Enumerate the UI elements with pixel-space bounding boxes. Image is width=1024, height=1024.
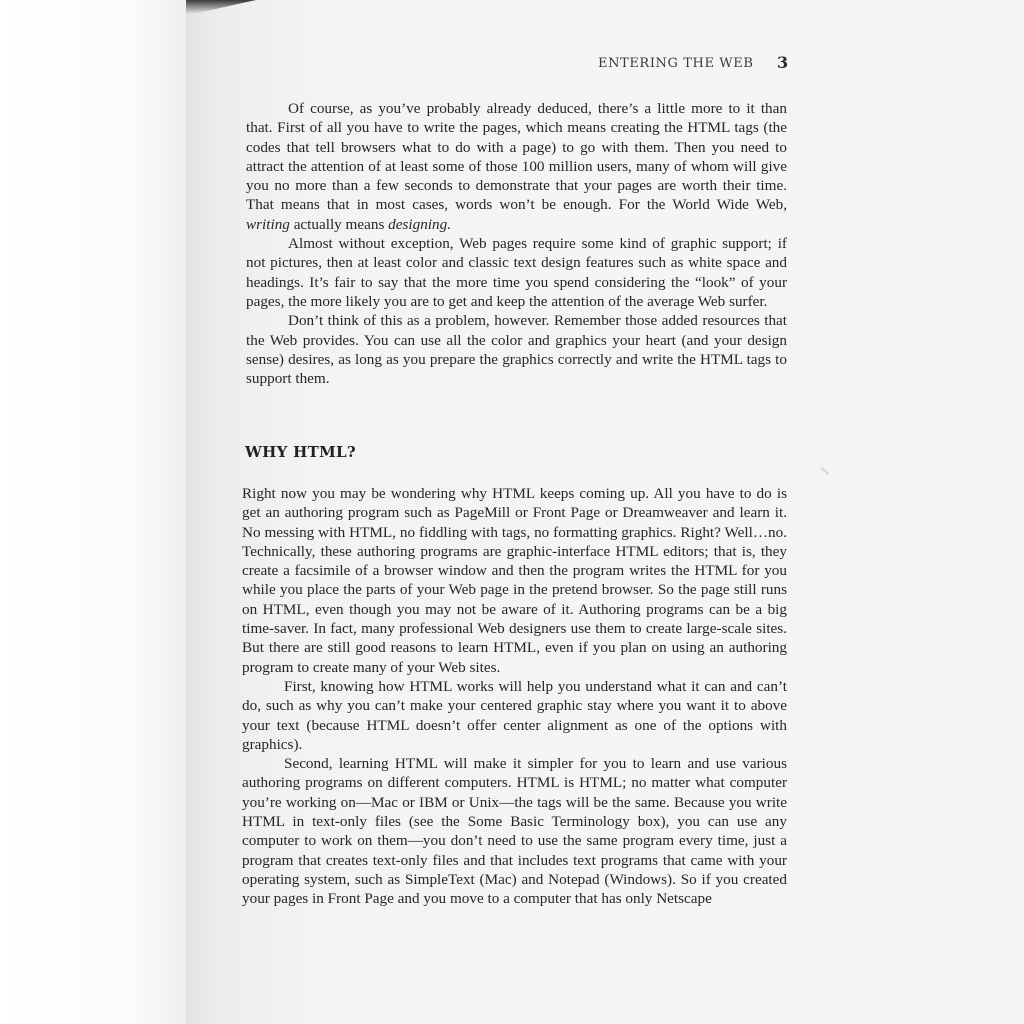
section-paragraph-2: First, knowing how HTML works will help you understand what it can and can’t do, such as why you can’t make your centered graphic stay where you want it to above your text (because HTML doesn’t offer center alignment as one of the options with graphics). xyxy=(242,677,787,753)
intro-paragraph-1-text: Of course, as you’ve probably already deduced, there’s a little more to it than that. First of all you have to write the pages, which means creating the HTML tags (the codes that tell browsers what to do with a page) to go with them. Then you need to attract the attention of at least some of those 100 million users, many of whom will give you no more than a few seconds to demonstrate that your pages are worth their time. That means that in most cases, words won’t be enough. For the World Wide Web, xyxy=(246,100,787,214)
intro-paragraph-1 xyxy=(246,99,787,234)
running-head: ENTERING THE WEB xyxy=(598,56,754,71)
section-paragraph-3: Second, learning HTML will make it simpler for you to learn and use various authoring programs on different computers. HTML is HTML; no matter what computer you’re working on—Mac or IBM or Unix—the tags will be the same. Because you write HTML in text-only files (see the Some Basic Terminology box), you can use any computer to work on them—you don’t need to use the same program every time, just a program that creates text-only files and that includes text programs that came with your operating system, such as SimpleText (Mac) and Notepad (Windows). So if you created your pages in Front Page and you move to a computer that has only Netscape xyxy=(242,755,787,908)
intro-paragraph-1-text-b: actually means xyxy=(289,215,389,233)
intro-text xyxy=(246,99,787,388)
emphasis-designing: designing. xyxy=(388,215,452,233)
scan-margin xyxy=(0,0,190,1024)
intro-paragraph-2: Almost without exception, Web pages require some kind of graphic support; if not pictures, then at least color and classic text design features such as white space and headings. It’s fair to say that the more time you spend considering the “look” of your pages, the more likely you are to get and keep the attention of the average Web surfer. xyxy=(246,235,787,310)
section-text xyxy=(242,484,787,909)
section-paragraph-1: Right now you may be wondering why HTML keeps coming up. All you have to do is get an authoring program such as PageMill or Front Page or Dreamweaver and learn it. No messing with HTML, no fiddling with tags, no formatting graphics. Right? Well…no. Technically, these authoring programs are graphic-interface HTML editors; that is, they create a facsimile of a browser window and then the program writes the HTML for you while you place the parts of your Web page in the pretend browser. So the page still runs on HTML, even though you may not be aware of it. Authoring programs can be a big time-saver. In fact, many professional Web designers use them to create large-scale sites. But there are still good reasons to learn HTML, even if you plan on using an authoring program to create many of your Web sites. xyxy=(242,485,787,676)
page-number: 3 xyxy=(777,53,789,72)
emphasis-writing: writing xyxy=(246,215,290,233)
section-heading: WHY HTML? xyxy=(245,443,356,461)
intro-paragraph-3: Don’t think of this as a problem, however. Remember those added resources that the Web provides. You can use all the color and graphics your heart (and your design sense) desires, as long as you prepare the graphics correctly and write the HTML tags to support them. xyxy=(246,312,787,388)
